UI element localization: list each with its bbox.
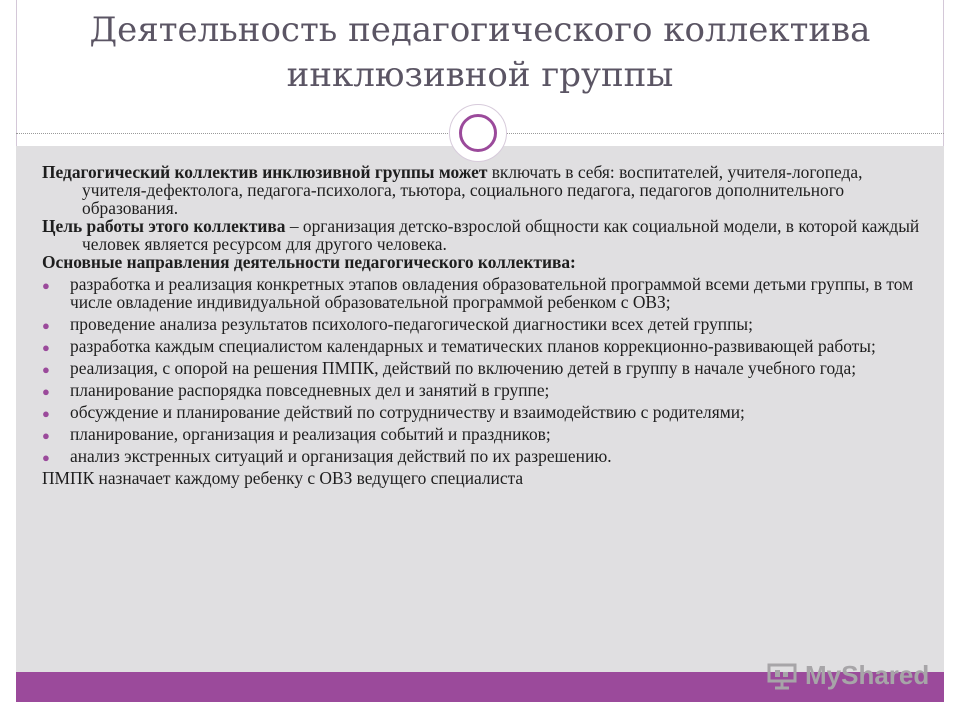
- list-item: [42, 275, 922, 311]
- directions-list: [42, 275, 922, 465]
- slide-title: [0, 8, 960, 98]
- list-item: [42, 337, 922, 355]
- directions-heading: Основные направления деятельности педагогического коллектива:: [42, 252, 576, 272]
- bottom-margin: [16, 702, 944, 720]
- slide-body: [42, 163, 922, 492]
- bullet-icon: ●: [42, 362, 50, 377]
- list-item-text: проведение анализа результатов психолого-педагогической диагностики всех детей группы;: [70, 314, 753, 334]
- list-item-text: обсуждение и планирование действий по сотрудничеству и взаимодействию с родителями;: [70, 402, 745, 422]
- title-line-1: Деятельность педагогического коллектива: [89, 10, 871, 50]
- title-line-2: инклюзивной группы: [286, 55, 674, 95]
- paragraph-collective-bold: Педагогический коллектив инклюзивной группы может: [42, 162, 488, 182]
- list-item: [42, 359, 922, 377]
- bullet-icon: ●: [42, 450, 50, 465]
- footer-note: ПМПК назначает каждому ребенку с ОВЗ ведущего специалиста: [42, 468, 524, 488]
- list-item-text: планирование, организация и реализация событий и праздников;: [70, 424, 551, 444]
- bullet-icon: ●: [42, 278, 50, 293]
- list-item: [42, 315, 922, 333]
- list-item: [42, 381, 922, 399]
- list-item: [42, 425, 922, 443]
- watermark: [767, 660, 930, 696]
- list-item-text: анализ экстренных ситуаций и организация действий по их разрешению.: [70, 446, 612, 466]
- presentation-board-icon: [767, 662, 797, 690]
- bullet-icon: ●: [42, 340, 50, 355]
- list-item-text: разработка каждым специалистом календарных и тематических планов коррекционно-развивающей работы;: [70, 336, 876, 356]
- paragraph-collective-text: включать в себя: воспитателей, учителя-логопеда, учителя-дефектолога, педагога-психолога, тьютора, социального педагога, педагогов дополнительного образования.: [82, 162, 863, 218]
- paragraph-goal-bold: Цель работы этого коллектива: [42, 216, 286, 236]
- watermark-text: MyShared: [805, 660, 930, 690]
- bullet-icon: ●: [42, 428, 50, 443]
- list-item-text: разработка и реализация конкретных этапов овладения образовательной программой всеми детьми группы, в том числе овладение индивидуальной образовательной программой ребенком с ОВЗ;: [70, 274, 914, 312]
- paragraph-collective: [42, 163, 922, 217]
- bullet-icon: ●: [42, 406, 50, 421]
- list-item-text: планирование распорядка повседневных дел и занятий в группе;: [70, 380, 550, 400]
- divider-ring-icon: [459, 114, 497, 152]
- paragraph-goal: [42, 217, 922, 253]
- list-item: [42, 447, 922, 465]
- paragraph-goal-text: – организация детско-взрослой общности как социальной модели, в которой каждый человек является ресурсом для другого человека.: [82, 216, 920, 254]
- list-item: [42, 403, 922, 421]
- bullet-icon: ●: [42, 384, 50, 399]
- list-item-text: реализация, с опорой на решения ПМПК, действий по включению детей в группу в начале учебного года;: [70, 358, 857, 378]
- bullet-icon: ●: [42, 318, 50, 333]
